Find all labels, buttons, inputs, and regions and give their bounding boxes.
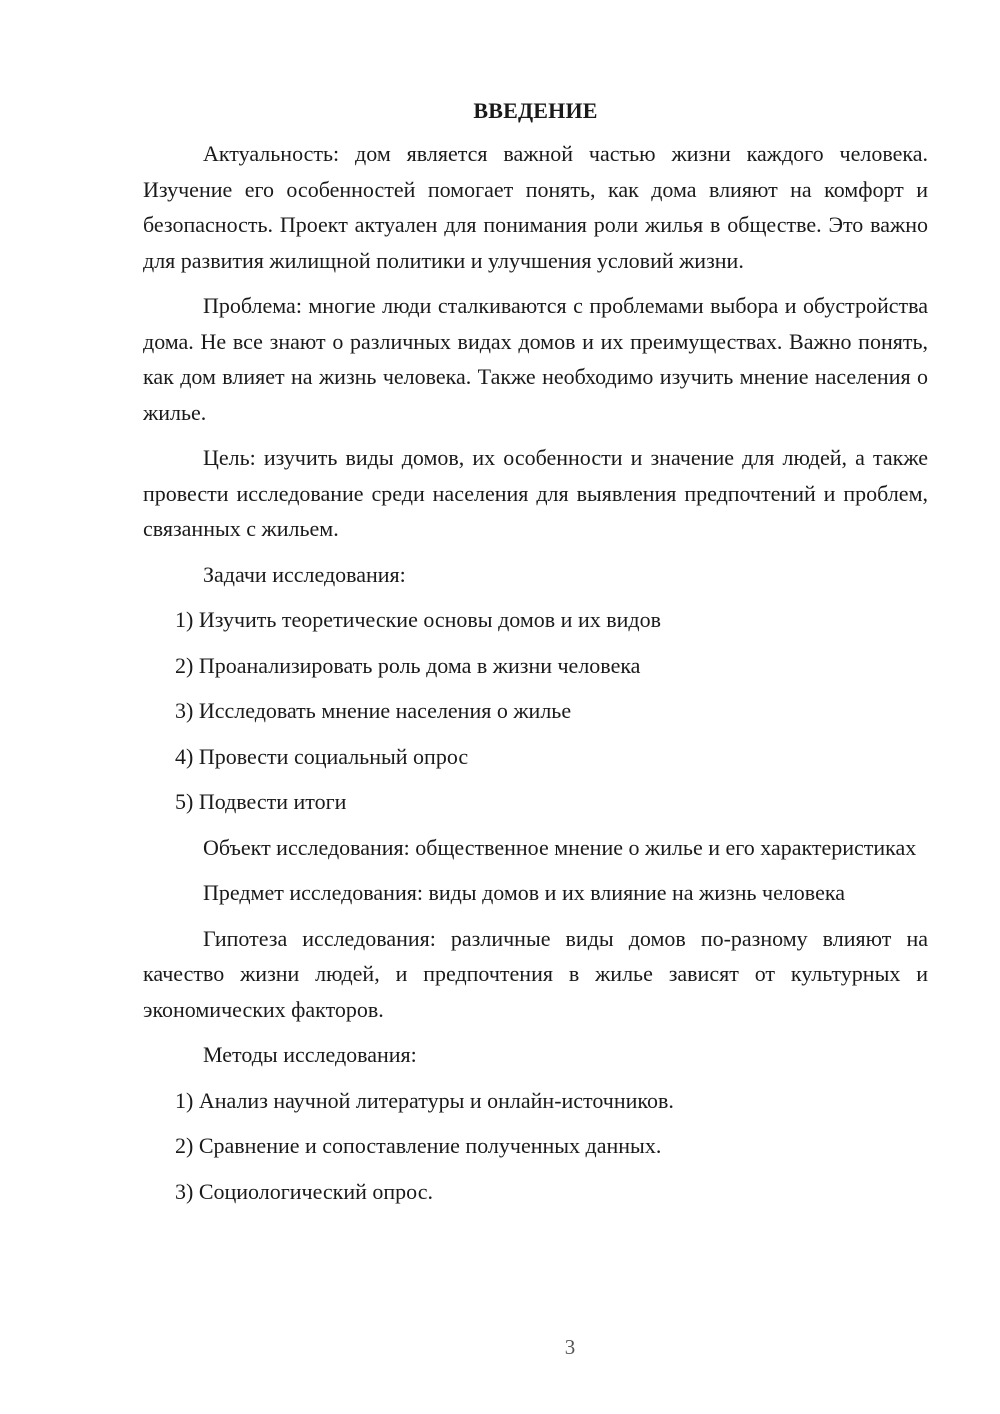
goal-paragraph: Цель: изучить виды домов, их особенности и значение для людей, а также провести исследование среди населения для выявления предпочтений и проблем, связанных с жильем.: [143, 445, 928, 541]
document-page: [143, 96, 928, 1219]
list-item: 1) Изучить теоретические основы домов и их видов: [175, 607, 661, 632]
tasks-list: [143, 602, 928, 820]
list-item: 3) Социологический опрос.: [175, 1178, 433, 1204]
relevance-paragraph: Актуальность: дом является важной частью жизни каждого человека. Изучение его особенностей помогает понять, как дома влияют на комфорт и безопасность. Проект актуален для понимания роли жилья в обществе. Это важно для развития жилищной политики и улучшения условий жизни.: [143, 141, 928, 273]
methods-list: [143, 1083, 928, 1210]
section-title: ВВЕДЕНИЕ: [473, 98, 598, 123]
list-item: 3) Исследовать мнение населения о жилье: [175, 698, 572, 723]
list-item: 2) Проанализировать роль дома в жизни человека: [175, 652, 641, 678]
problem-paragraph: Проблема: многие люди сталкиваются с проблемами выбора и обустройства дома. Не все знают о различных видах домов и их преимуществах. Важно понять, как дом влияет на жизнь человека. Также необходимо изучить мнение населения о жилье.: [143, 293, 928, 425]
tasks-heading: Задачи исследования:: [203, 561, 406, 587]
object-paragraph: Объект исследования: общественное мнение о жилье и его характеристиках: [203, 834, 917, 860]
list-item: 4) Провести социальный опрос: [175, 743, 469, 769]
list-item: 2) Сравнение и сопоставление полученных данных.: [175, 1133, 662, 1158]
list-item: 1) Анализ научной литературы и онлайн-источников.: [175, 1087, 674, 1113]
methods-heading: Методы исследования:: [203, 1042, 417, 1067]
page-number: 3: [564, 1335, 576, 1359]
list-item: 5) Подвести итоги: [175, 789, 347, 814]
hypothesis-paragraph: Гипотеза исследования: различные виды домов по-разному влияют на качество жизни людей, и предпочтения в жилье зависят от культурных и экономических факторов.: [143, 925, 928, 1022]
subject-paragraph: Предмет исследования: виды домов и их влияние на жизнь человека: [203, 880, 845, 905]
